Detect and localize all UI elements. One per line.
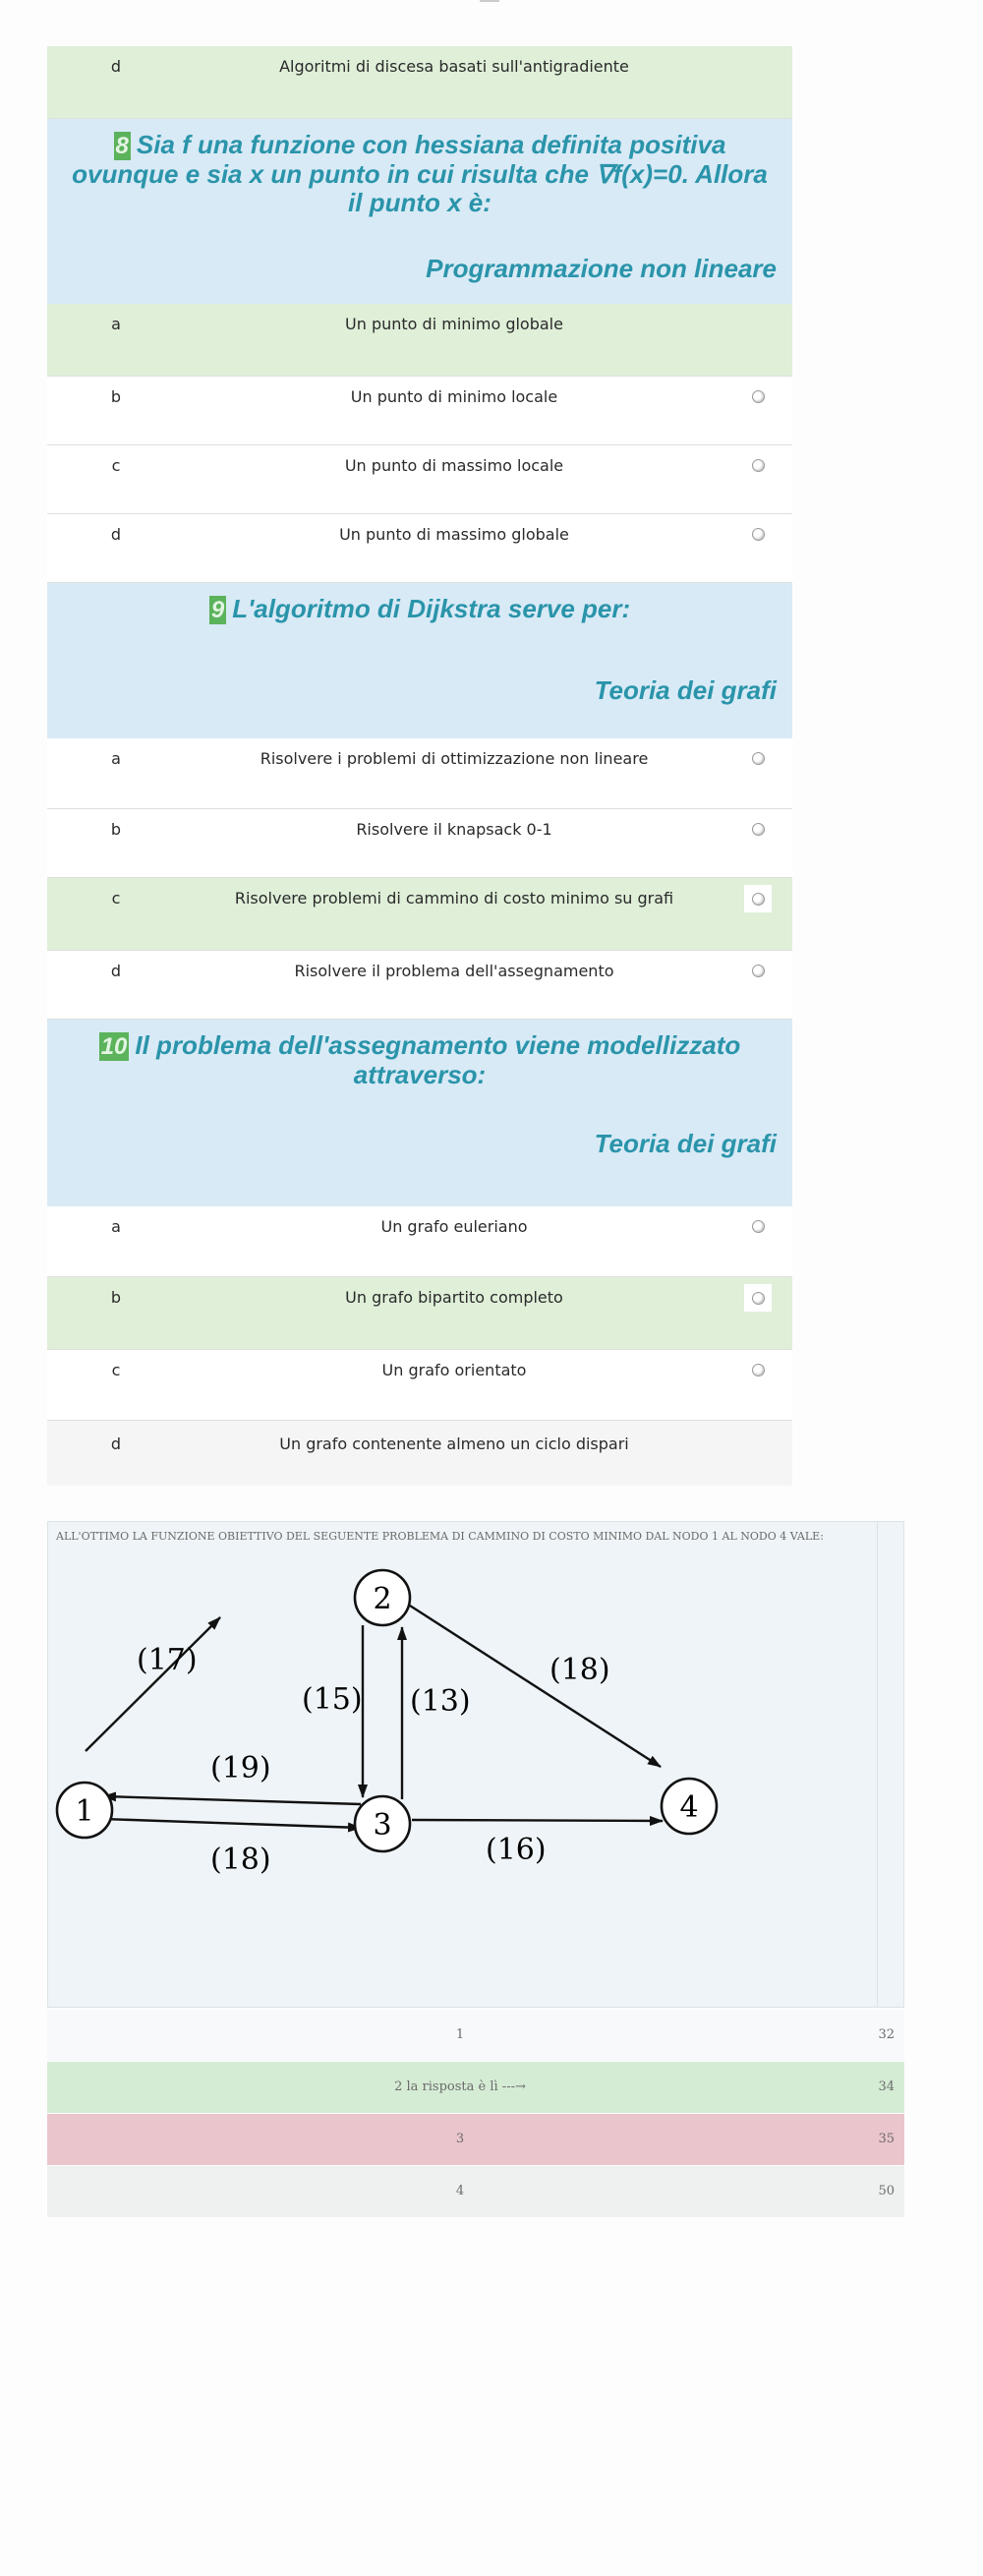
option-letter: b xyxy=(110,387,122,406)
option-row[interactable] xyxy=(47,1206,792,1277)
edge-label: (15) xyxy=(302,1682,363,1717)
radio-cell xyxy=(723,46,792,60)
option-text: Un grafo orientato xyxy=(381,1361,527,1379)
question-text xyxy=(63,595,777,624)
poll-answer-label: 3 xyxy=(455,2132,465,2146)
question-topic: Teoria dei grafi xyxy=(594,675,777,705)
option-text: Risolvere il knapsack 0-1 xyxy=(356,820,552,839)
option-text: Un punto di massimo locale xyxy=(344,456,564,475)
poll-answer-row[interactable] xyxy=(47,2062,904,2113)
question-text xyxy=(63,131,777,217)
option-row[interactable] xyxy=(47,738,792,809)
edge-label: (18) xyxy=(210,1843,271,1877)
option-letter: c xyxy=(111,889,121,907)
question-text xyxy=(63,1031,777,1089)
poll-answer-row[interactable] xyxy=(47,2114,904,2165)
option-text: Un grafo bipartito completo xyxy=(345,1288,563,1307)
node-label: 3 xyxy=(373,1808,392,1843)
question-number-badge: 9 xyxy=(210,597,225,623)
question-topic: Programmazione non lineare xyxy=(426,254,777,283)
edge-label: (17) xyxy=(137,1643,198,1677)
option-letter: b xyxy=(110,820,122,839)
question-number-badge: 10 xyxy=(100,1033,128,1060)
option-row[interactable] xyxy=(47,46,792,119)
edge-label: (19) xyxy=(210,1751,271,1786)
option-letter: c xyxy=(111,1361,121,1379)
radio-button[interactable] xyxy=(752,390,765,403)
poll-question-box xyxy=(47,1521,904,2008)
edge-label: (18) xyxy=(549,1653,610,1687)
edge-label: (13) xyxy=(410,1684,471,1719)
option-text: Risolvere i problemi di ottimizzazione non lineare xyxy=(260,749,649,768)
question-9-header xyxy=(47,583,792,738)
radio-cell xyxy=(723,304,792,318)
option-row[interactable] xyxy=(47,1350,792,1421)
radio-button[interactable] xyxy=(752,459,765,472)
question-10-text: Il problema dell'assegnamento viene modellizzato attraverso: xyxy=(135,1030,741,1089)
option-letter: b xyxy=(110,1288,122,1307)
edge-label: (16) xyxy=(486,1833,547,1867)
radio-button[interactable] xyxy=(752,1220,765,1233)
option-letter: c xyxy=(111,456,121,475)
radio-cell xyxy=(723,1421,792,1434)
option-row[interactable] xyxy=(47,377,792,445)
node-label: 2 xyxy=(373,1582,392,1616)
question-10-header xyxy=(47,1020,792,1206)
poll-answer-value: 34 xyxy=(878,2079,895,2094)
option-text: Risolvere il problema dell'assegnamento xyxy=(294,962,614,980)
radio-button[interactable] xyxy=(752,1364,765,1376)
option-letter: d xyxy=(110,1434,122,1453)
radio-button[interactable] xyxy=(752,752,765,765)
poll-answer-label: 2 la risposta è lì ---→ xyxy=(394,2079,526,2094)
edge-3-4 xyxy=(412,1820,663,1821)
option-row[interactable] xyxy=(47,304,792,377)
poll-answer-row[interactable] xyxy=(47,2166,904,2217)
node-label: 4 xyxy=(679,1790,699,1825)
question-9-text: L'algoritmo di Dijkstra serve per: xyxy=(232,594,631,623)
radio-button[interactable] xyxy=(752,528,765,541)
option-text: Risolvere problemi di cammino di costo minimo su grafi xyxy=(234,889,674,907)
option-letter: a xyxy=(111,315,121,333)
option-row[interactable] xyxy=(47,1421,792,1486)
option-text: Un punto di minimo locale xyxy=(350,387,558,406)
radio-button[interactable] xyxy=(752,823,765,836)
option-row[interactable] xyxy=(47,445,792,514)
radio-button[interactable] xyxy=(752,893,765,906)
option-letter: d xyxy=(110,57,122,76)
shortest-path-graph xyxy=(48,1556,722,1940)
edge-3-1 xyxy=(103,1796,361,1804)
option-row[interactable] xyxy=(47,1277,792,1350)
poll-answer-value: 35 xyxy=(878,2132,895,2146)
edge-1-3 xyxy=(103,1819,361,1828)
option-row[interactable] xyxy=(47,809,792,878)
radio-button[interactable] xyxy=(752,965,765,977)
edge-1-2 xyxy=(86,1617,220,1751)
option-text: Un punto di massimo globale xyxy=(339,525,569,544)
option-text: Algoritmi di discesa basati sull'antigradiente xyxy=(279,57,629,76)
option-letter: a xyxy=(111,1217,121,1236)
option-letter: d xyxy=(110,962,122,980)
option-row[interactable] xyxy=(47,514,792,583)
question-8-text: Sia f una funzione con hessiana definita positiva ovunque e sia x un punto in cui risulta che ∇f(x)=0. Allora il punto x è: xyxy=(72,130,768,217)
poll-answer-value: 32 xyxy=(878,2027,895,2042)
graph-panel xyxy=(48,1556,722,1940)
radio-button[interactable] xyxy=(752,1292,765,1305)
quiz-container xyxy=(47,46,792,1486)
option-text: Un grafo euleriano xyxy=(380,1217,528,1236)
option-text: Un punto di minimo globale xyxy=(345,315,563,333)
node-label: 1 xyxy=(75,1794,94,1829)
option-row[interactable] xyxy=(47,951,792,1020)
poll-answer-label: 4 xyxy=(455,2184,465,2198)
question-number-badge: 8 xyxy=(115,133,129,159)
poll-caption: ALL'OTTIMO LA FUNZIONE OBIETTIVO DEL SEGUENTE PROBLEMA DI CAMMINO DI COSTO MINIMO DAL NODO 1 AL NODO 4 VALE: xyxy=(56,1530,824,1543)
question-8-header xyxy=(47,119,792,304)
question-topic: Teoria dei grafi xyxy=(594,1129,777,1158)
option-letter: a xyxy=(111,749,121,768)
poll-side-column xyxy=(877,1522,903,2007)
option-text: Un grafo contenente almeno un ciclo dispari xyxy=(279,1434,629,1453)
option-letter: d xyxy=(110,525,122,544)
poll-answer-label: 1 xyxy=(455,2027,465,2042)
poll-answer-value: 50 xyxy=(878,2184,895,2198)
poll-answer-row[interactable] xyxy=(47,2010,904,2061)
option-row[interactable] xyxy=(47,878,792,951)
top-mark xyxy=(480,0,499,2)
